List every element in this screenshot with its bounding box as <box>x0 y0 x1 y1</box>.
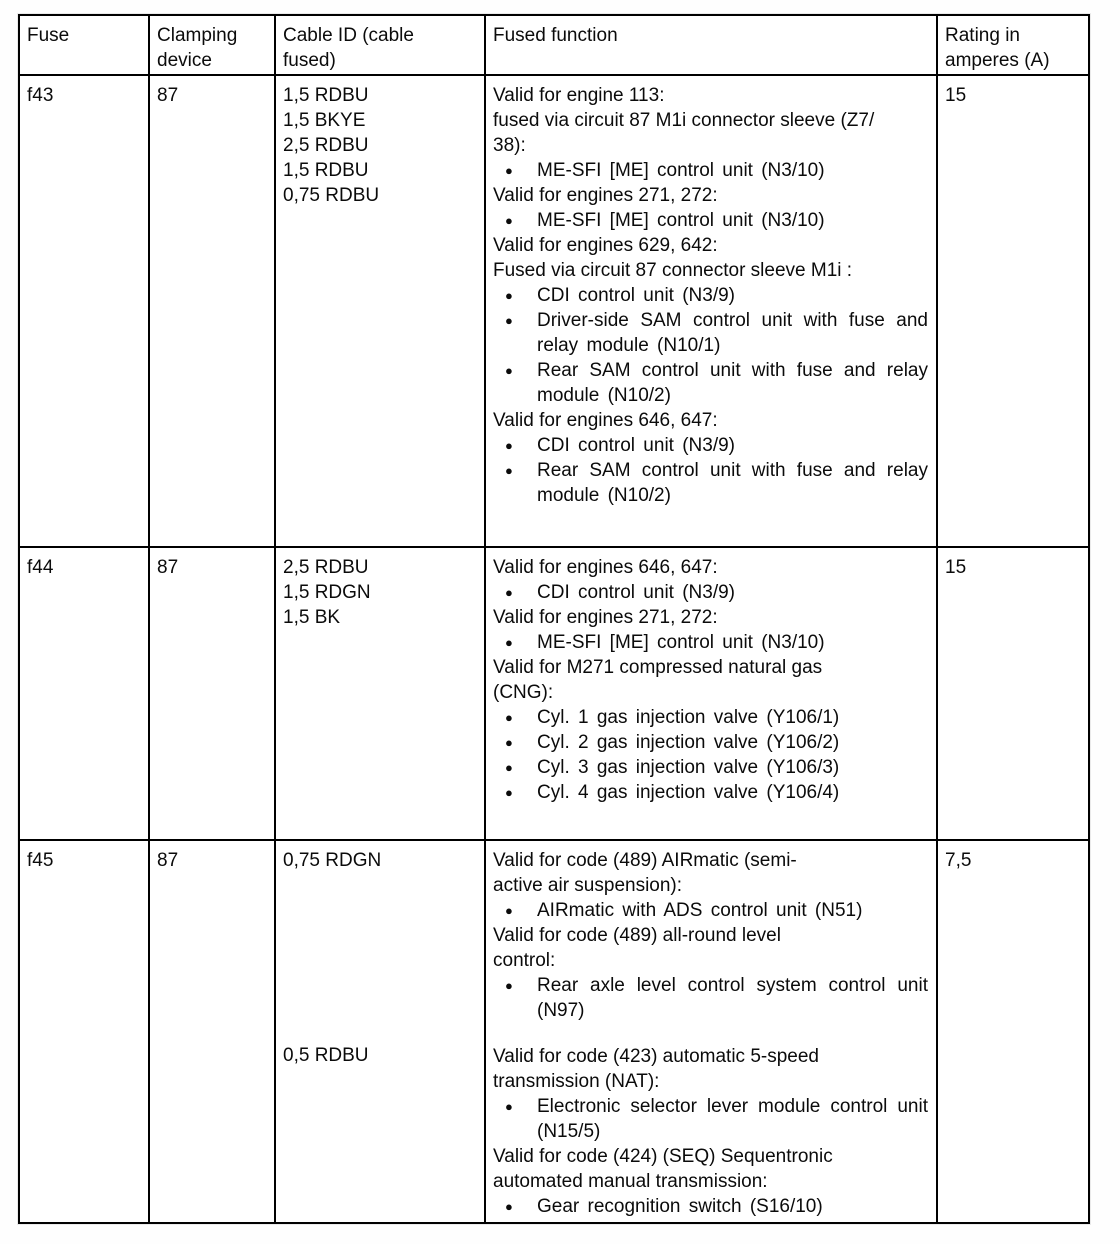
function-text: Driver-side SAM control unit with fuse and relay module (N10/1) <box>537 310 928 356</box>
function-text: Cyl. 2 gas injection valve (Y106/2) <box>537 732 840 753</box>
header-label: Fused function <box>493 25 618 46</box>
function-text: ME-SFI [ME] control unit (N3/10) <box>537 632 825 653</box>
function-text: Rear SAM control unit with fuse and relay module (N10/2) <box>537 360 928 406</box>
function-text: Cyl. 4 gas injection valve (Y106/4) <box>537 782 840 803</box>
bullet-list-item <box>493 458 928 508</box>
function-text: Fused via circuit 87 connector sleeve M1i : <box>493 260 853 281</box>
bullet-icon: ● <box>505 735 513 750</box>
function-block <box>493 83 928 508</box>
cable-id-value: 0,75 RDBU <box>283 185 380 206</box>
function-text: CDI control unit (N3/9) <box>537 435 736 456</box>
function-text: Valid for code (423) automatic 5-speed <box>493 1046 819 1067</box>
cable-id-value: 1,5 BKYE <box>283 110 366 131</box>
function-text-line <box>493 1144 928 1169</box>
bullet-list-item <box>493 158 928 183</box>
function-text: Cyl. 1 gas injection valve (Y106/1) <box>537 707 840 728</box>
bullet-list-item <box>493 358 928 408</box>
bullet-list-item <box>493 630 928 655</box>
function-text: Valid for code (489) AIRmatic (semi- <box>493 850 797 871</box>
header-cell-cable-id <box>274 16 484 74</box>
bullet-icon: ● <box>505 163 513 178</box>
fuse-id: f45 <box>27 850 54 871</box>
function-text-line <box>493 555 928 580</box>
function-text: ME-SFI [ME] control unit (N3/10) <box>537 210 825 231</box>
rating-value: 15 <box>945 85 967 106</box>
bullet-icon: ● <box>505 438 513 453</box>
rating-cell <box>936 548 1084 839</box>
cable-id-value: 2,5 RDBU <box>283 135 369 156</box>
function-text-line <box>493 133 928 158</box>
header-label: Cable ID (cable <box>283 25 414 46</box>
function-text: Valid for engines 629, 642: <box>493 235 718 256</box>
fused-function-cell <box>484 841 936 1222</box>
function-text-line <box>493 83 928 108</box>
cable-id-value: 1,5 BK <box>283 607 341 628</box>
bullet-icon: ● <box>505 978 513 993</box>
function-text: CDI control unit (N3/9) <box>537 582 736 603</box>
bullet-list-item <box>493 780 928 805</box>
function-text-line <box>493 848 928 873</box>
function-text: fused via circuit 87 M1i connector sleeve (Z7/ <box>493 110 875 131</box>
header-label: Clamping <box>157 25 238 46</box>
function-text: (CNG): <box>493 682 554 703</box>
cable-group <box>283 1043 476 1068</box>
function-text: Valid for engines 646, 647: <box>493 410 718 431</box>
clamping-device-value: 87 <box>157 850 179 871</box>
rating-cell <box>936 841 1084 1222</box>
function-text: Valid for engines 271, 272: <box>493 607 718 628</box>
fuse-cell <box>20 841 148 1222</box>
cable-id-cell <box>274 841 484 1222</box>
function-text: Electronic selector lever module control unit (N15/5) <box>537 1096 928 1142</box>
fuse-id: f44 <box>27 557 54 578</box>
cable-id-cell <box>274 76 484 546</box>
function-text: Valid for engines 271, 272: <box>493 185 718 206</box>
bullet-icon: ● <box>505 710 513 725</box>
cable-group <box>283 83 476 208</box>
cable-id-cell <box>274 548 484 839</box>
function-text-line <box>493 1169 928 1194</box>
table-row <box>20 546 1088 839</box>
function-text-line <box>493 680 928 705</box>
function-text: Valid for code (489) all-round level <box>493 925 781 946</box>
rating-value: 7,5 <box>945 850 972 871</box>
bullet-list-item <box>493 433 928 458</box>
function-text: CDI control unit (N3/9) <box>537 285 736 306</box>
function-text-line <box>493 233 928 258</box>
function-text-line <box>493 948 928 973</box>
cable-id-value: 1,5 RDBU <box>283 160 369 181</box>
function-block <box>493 848 928 1023</box>
function-text: active air suspension): <box>493 875 683 896</box>
fuse-cell <box>20 76 148 546</box>
bullet-icon: ● <box>505 363 513 378</box>
function-text-line <box>493 605 928 630</box>
bullet-icon: ● <box>505 1199 513 1214</box>
fuse-id: f43 <box>27 85 54 106</box>
function-text: automated manual transmission: <box>493 1171 768 1192</box>
function-text-line <box>493 1069 928 1094</box>
function-text-line <box>493 873 928 898</box>
table-row <box>20 839 1088 1222</box>
bullet-icon: ● <box>505 903 513 918</box>
function-text: 38): <box>493 135 526 156</box>
function-text: ME-SFI [ME] control unit (N3/10) <box>537 160 825 181</box>
function-text-line <box>493 408 928 433</box>
header-label: Rating in <box>945 25 1020 46</box>
bullet-icon: ● <box>505 785 513 800</box>
bullet-icon: ● <box>505 313 513 328</box>
bullet-icon: ● <box>505 1099 513 1114</box>
function-block <box>493 555 928 805</box>
clamping-device-cell <box>148 548 274 839</box>
bullet-list-item <box>493 208 928 233</box>
bullet-list-item <box>493 1194 928 1219</box>
function-text-line <box>493 183 928 208</box>
header-cell-rating <box>936 16 1084 74</box>
clamping-device-value: 87 <box>157 557 179 578</box>
function-text-line <box>493 655 928 680</box>
cable-id-value: 2,5 RDBU <box>283 557 369 578</box>
cable-id-value: 1,5 RDBU <box>283 85 369 106</box>
bullet-list-item <box>493 973 928 1023</box>
table-row <box>20 74 1088 546</box>
bullet-icon: ● <box>505 463 513 478</box>
function-text: Rear axle level control system control unit (N97) <box>537 975 928 1021</box>
function-text: Valid for M271 compressed natural gas <box>493 657 823 678</box>
cable-group <box>283 848 476 873</box>
cable-id-value: 1,5 RDGN <box>283 582 371 603</box>
bullet-icon: ● <box>505 760 513 775</box>
bullet-icon: ● <box>505 635 513 650</box>
bullet-list-item <box>493 730 928 755</box>
rating-value: 15 <box>945 557 967 578</box>
bullet-icon: ● <box>505 585 513 600</box>
function-block <box>493 1044 928 1219</box>
header-label: Fuse <box>27 25 70 46</box>
function-text-line <box>493 1044 928 1069</box>
cable-group <box>283 555 476 630</box>
function-text: Valid for engines 646, 647: <box>493 557 718 578</box>
bullet-list-item <box>493 308 928 358</box>
function-text-line <box>493 923 928 948</box>
fuse-allocation-table <box>18 14 1090 1224</box>
header-label: fused) <box>283 50 336 71</box>
function-text: Valid for code (424) (SEQ) Sequentronic <box>493 1146 833 1167</box>
cable-id-value: 0,5 RDBU <box>283 1045 369 1066</box>
header-label: device <box>157 50 212 71</box>
clamping-device-cell <box>148 841 274 1222</box>
bullet-list-item <box>493 283 928 308</box>
function-text: Gear recognition switch (S16/10) <box>537 1196 823 1217</box>
fused-function-cell <box>484 548 936 839</box>
fuse-cell <box>20 548 148 839</box>
function-text-line <box>493 108 928 133</box>
function-text-line <box>493 258 928 283</box>
bullet-icon: ● <box>505 288 513 303</box>
function-text: Cyl. 3 gas injection valve (Y106/3) <box>537 757 840 778</box>
bullet-icon: ● <box>505 213 513 228</box>
header-cell-fuse <box>20 16 148 74</box>
clamping-device-cell <box>148 76 274 546</box>
function-text: transmission (NAT): <box>493 1071 660 1092</box>
bullet-list-item <box>493 1094 928 1144</box>
bullet-list-item <box>493 705 928 730</box>
bullet-list-item <box>493 580 928 605</box>
header-cell-fused-function <box>484 16 936 74</box>
function-text: Valid for engine 113: <box>493 85 665 106</box>
header-cell-clamping-device <box>148 16 274 74</box>
bullet-list-item <box>493 898 928 923</box>
cable-id-value: 0,75 RDGN <box>283 850 382 871</box>
function-text: control: <box>493 950 556 971</box>
header-label: amperes (A) <box>945 50 1050 71</box>
table-header-row <box>20 16 1088 74</box>
rating-cell <box>936 76 1084 546</box>
bullet-list-item <box>493 755 928 780</box>
function-text: Rear SAM control unit with fuse and relay module (N10/2) <box>537 460 928 506</box>
fused-function-cell <box>484 76 936 546</box>
function-text: AIRmatic with ADS control unit (N51) <box>537 900 863 921</box>
clamping-device-value: 87 <box>157 85 179 106</box>
